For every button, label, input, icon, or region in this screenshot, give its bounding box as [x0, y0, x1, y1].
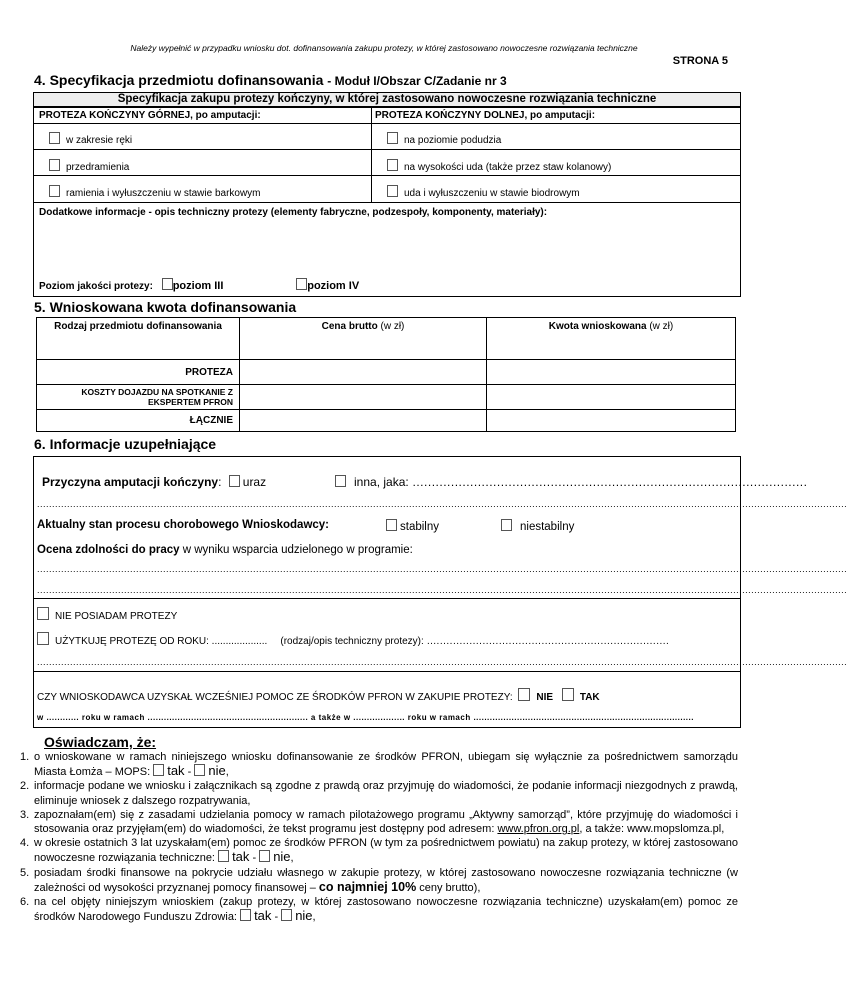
section-4-title-text: 4. Specyfikacja przedmiotu dofinansowania: [34, 72, 324, 88]
state-label: Aktualny stan procesu chorobowego Wnioskodawcy:: [37, 519, 330, 531]
checkbox-icon[interactable]: [153, 764, 164, 776]
no-option[interactable]: nie: [281, 908, 312, 923]
lower-option-2[interactable]: na wysokości uda (także przez staw kolanowy): [387, 159, 611, 173]
requested-cell[interactable]: [487, 410, 736, 432]
no-option[interactable]: nie: [259, 849, 290, 864]
row-travel: KOSZTY DOJAZDU NA SPOTKANIE Z EKSPERTEM PFRON: [37, 385, 240, 410]
checkbox-icon[interactable]: [386, 519, 397, 531]
level-4: poziom IV: [307, 280, 360, 292]
checkbox-icon[interactable]: [501, 519, 512, 531]
col-price: Cena brutto (w zł): [240, 318, 487, 360]
checkbox-icon[interactable]: [37, 607, 49, 620]
price-cell[interactable]: [240, 410, 487, 432]
pfron-question: CZY WNIOSKODAWCA UZYSKAŁ WCZEŚNIEJ POMOC ZE ŚRODKÓW PFRON W ZAKUPIE PROTEZY: NIE TAK: [37, 688, 600, 703]
cause-label: Przyczyna amputacji kończyny: [42, 475, 219, 489]
checkbox-icon[interactable]: [259, 850, 270, 862]
upper-option-2[interactable]: przedramienia: [49, 159, 129, 173]
upper-option-1[interactable]: w zakresie ręki: [49, 132, 132, 146]
checkbox-icon[interactable]: [49, 159, 60, 171]
declaration-item: 4. w okresie ostatnich 3 lat uzyskałam(em) pomoc ze środków PFRON (w tym za pośrednictwem powiatu) na zakup protezy, w której zastosowano nowoczesne rozwiązania techniczne: tak - nie,: [20, 837, 738, 865]
page-note: Należy wypełnić w przypadku wniosku dot. dofinansowania zakupu protezy, w której zastosowano nowoczesne rozwiązania techniczne: [130, 43, 638, 53]
yes-option[interactable]: tak: [218, 849, 249, 864]
extra-info-label: Dodatkowe informacje - opis techniczny protezy (elementy fabryczne, podzespoły, komponenty, materiały):: [39, 207, 548, 218]
price-cell[interactable]: [240, 360, 487, 385]
declaration-title: Oświadczam, że:: [44, 734, 157, 750]
checkbox-icon[interactable]: [387, 159, 398, 171]
col-requested: Kwota wnioskowana (w zł): [487, 318, 736, 360]
checkbox-icon[interactable]: [335, 475, 346, 487]
checkbox-icon[interactable]: [518, 688, 530, 701]
cause-row: Przyczyna amputacji kończyny: uraz: [42, 475, 267, 489]
upper-limb-title: PROTEZA KOŃCZYNY GÓRNEJ, po amputacji:: [39, 110, 261, 121]
no-label: NIE: [536, 692, 554, 703]
col-type: Rodzaj przedmiotu dofinansowania: [37, 318, 240, 360]
section-4-title: [34, 72, 507, 88]
checkbox-icon[interactable]: [281, 909, 292, 921]
state-row: [37, 519, 329, 531]
no-prosthesis-option[interactable]: NIE POSIADAM PROTEZY: [37, 607, 177, 622]
pfron-link[interactable]: www.pfron.org.pl: [497, 823, 580, 836]
amount-table: [36, 317, 736, 432]
spec-box: [33, 92, 741, 297]
lower-option-1[interactable]: na poziomie podudzia: [387, 132, 501, 146]
quality-row: [39, 278, 359, 292]
checkbox-icon[interactable]: [240, 909, 251, 921]
section-4-module: - Moduł I/Obszar C/Zadanie nr 3: [327, 74, 507, 88]
checkbox-icon[interactable]: [162, 278, 173, 290]
info-box: Przyczyna amputacji kończyny: uraz inna, jaka: ….................................................................................................... .............................................................................................................................................................................................................................................................................. Aktualny stan procesu chorobowego Wnioskodawcy: stabilny niestabilny Ocena zdolności do pracy w wyniku wsparcia udzielonego w programie: .............................................................................................................................................................................................................................................................................. .............................................................................................................................................................................................................................................................................. NIE POSIADAM PROTEZY UŻYTKUJĘ PROTEZĘ OD ROKU: .................... (rodzaj/opis techniczny protezy): …....................................................................... .............................................................................................................................................................................................................................................................................. CZY WNIOSKODAWCA UZYSKAŁ WCZEŚNIEJ POMOC ZE ŚRODKÓW PFRON W ZAKUPIE PROTEZY: NIE TAK w ............ roku w ramach ........................................................... a także w ................... roku w ramach .................................................................................: [33, 456, 741, 728]
requested-cell[interactable]: [487, 360, 736, 385]
checkbox-icon[interactable]: [49, 185, 60, 197]
section-6-title: 6. Informacje uzupełniające: [34, 436, 217, 452]
declaration-item: 3. zapoznałam(em) się z zasadami udzielania pomocy w ramach pilotażowego programu „Aktywny samorząd”, które przyjmuję do wiadomości i stosowania oraz przyjęłam(em) do wiadomości, że tekst programu jest dostępny pod adresem: www.pfron.org.pl, a także: www.mopslomza.pl,: [20, 808, 738, 836]
declaration-item: 6. na cel objęty niniejszym wnioskiem (zakup protezy, w której zastosowano nowoczesne rozwiązania techniczne) uzyskałam(em) pomoc ze środków Narodowego Funduszu Zdrowia: tak - nie,: [20, 896, 738, 924]
checkbox-icon[interactable]: [218, 850, 229, 862]
pfron-details[interactable]: w ............ roku w ramach ........................................................... a także w ................... roku w ramach .................................................................................: [37, 713, 694, 722]
page-number: STRONA 5: [672, 55, 728, 67]
row-total: ŁĄCZNIE: [37, 410, 240, 432]
checkbox-icon[interactable]: [49, 132, 60, 144]
quality-label: Poziom jakości protezy:: [39, 281, 153, 292]
checkbox-icon[interactable]: [37, 632, 49, 645]
row-proteza: PROTEZA: [37, 360, 240, 385]
price-cell[interactable]: [240, 385, 487, 410]
section-5-title: 5. Wnioskowana kwota dofinansowania: [34, 299, 297, 315]
level-3: poziom III: [172, 280, 224, 292]
yes-label: TAK: [579, 692, 600, 703]
declaration-list: [20, 750, 738, 924]
stable-option[interactable]: stabilny: [386, 519, 439, 533]
unstable-option[interactable]: niestabilny: [501, 519, 574, 533]
no-option[interactable]: nie: [194, 763, 225, 778]
yes-option[interactable]: tak: [153, 763, 184, 778]
checkbox-icon[interactable]: [194, 764, 205, 776]
declaration-item: 1. o wnioskowane w ramach niniejszego wniosku dofinansowanie ze środków PFRON, ubiegam się wyłącznie za pośrednictwem samorządu Miasta Łomża – MOPS: tak - nie,: [20, 751, 738, 779]
other-cause[interactable]: inna, jaka: …....................................................................................................: [335, 475, 735, 489]
work-capacity: Ocena zdolności do pracy w wyniku wsparcia udzielonego w programie:: [37, 544, 413, 556]
checkbox-icon[interactable]: [562, 688, 574, 701]
checkbox-icon[interactable]: [387, 185, 398, 197]
lower-limb-title: PROTEZA KOŃCZYNY DOLNEJ, po amputacji:: [375, 110, 596, 121]
spec-banner: Specyfikacja zakupu protezy kończyny, w której zastosowano nowoczesne rozwiązania techniczne: [34, 93, 740, 107]
requested-cell[interactable]: [487, 385, 736, 410]
lower-option-3[interactable]: uda i wyłuszczeniu w stawie biodrowym: [387, 185, 580, 199]
declaration-item: 2. informacje podane we wniosku i załącznikach są zgodne z prawdą oraz przyjmuję do wiadomości, że podanie informacji niezgodnych z prawdą, eliminuje wniosek z dalszego rozpatrywania,: [20, 780, 738, 807]
checkbox-icon[interactable]: [296, 278, 307, 290]
checkbox-icon[interactable]: [387, 132, 398, 144]
yes-option[interactable]: tak: [240, 908, 271, 923]
upper-option-3[interactable]: ramienia i wyłuszczeniu w stawie barkowym: [49, 185, 261, 199]
uses-prosthesis-option[interactable]: UŻYTKUJĘ PROTEZĘ OD ROKU: .................... (rodzaj/opis techniczny protezy): ….......................................................................: [37, 632, 737, 647]
checkbox-icon[interactable]: [229, 475, 240, 487]
declaration-item: 5. posiadam środki finansowe na pokrycie udziału własnego w zakupie protezy, w której zastosowano nowoczesne rozwiązania techniczne (w zależności od wysokości przyznanej pomocy finansowej – co najmniej 10% ceny brutto),: [20, 866, 738, 894]
